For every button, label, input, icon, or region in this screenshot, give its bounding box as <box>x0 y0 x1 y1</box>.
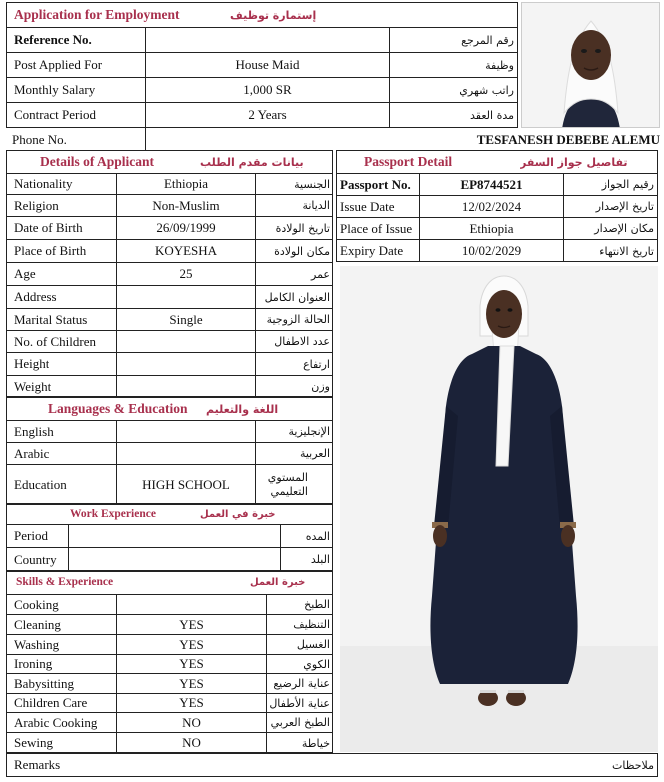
post-label-ar: وظيفة <box>485 58 514 72</box>
children-label: No. of Children <box>14 333 96 349</box>
work-title: Work Experience <box>70 508 156 520</box>
skills-title: Skills & Experience <box>16 576 114 588</box>
skill-arabic-cooking-label: Arabic Cooking <box>14 714 98 730</box>
full-body-photo <box>340 266 658 752</box>
contract-label: Contract Period <box>14 107 96 122</box>
age-value: 25 <box>179 266 193 281</box>
country-value <box>69 548 280 571</box>
post-value: House Maid <box>235 57 300 72</box>
dob-label-ar: تاريخ الولادة <box>275 221 330 235</box>
place-issue-label: Place of Issue <box>340 220 413 236</box>
skill-arabic-cooking-label-ar: الطبخ العربي <box>270 716 330 729</box>
place-issue-label-ar: مكان الإصدار <box>594 222 654 235</box>
contract-label-ar: مدة العقد <box>470 108 514 122</box>
salary-label: Monthly Salary <box>14 82 96 97</box>
marital-label-ar: الحالة الزوجية <box>266 313 330 326</box>
skill-cooking-label-ar: الطبخ <box>304 598 330 611</box>
passport-no-value: EP8744521 <box>460 176 523 192</box>
height-label: Height <box>14 356 50 371</box>
children-value <box>117 331 255 352</box>
skill-ironing-value: YES <box>179 656 204 671</box>
education-label-ar: المستوي التعليمي <box>267 470 308 498</box>
applicant-name: TESFANESH DEBEBE ALEMU <box>476 132 660 147</box>
passport-no-label: Passport No. <box>340 176 411 192</box>
religion-label-ar: الديانة <box>302 199 330 212</box>
skill-ironing-label-ar: الكوي <box>303 657 330 671</box>
passport-no-label-ar: رقيم الجواز <box>601 178 654 191</box>
religion-label: Religion <box>14 197 59 213</box>
period-label: Period <box>14 528 48 543</box>
dob-value: 26/09/1999 <box>156 220 216 235</box>
age-label-ar: عمر <box>311 267 330 281</box>
skill-washing-label: Washing <box>14 636 60 652</box>
details-title: Details of Applicant <box>40 154 155 169</box>
age-label: Age <box>14 266 36 281</box>
salary-label-ar: راتب شهري <box>459 83 514 97</box>
english-label-ar: الإنجليزية <box>288 425 330 438</box>
period-label-ar: المده <box>305 529 330 543</box>
marital-value: Single <box>169 311 203 327</box>
marital-label: Marital Status <box>14 311 88 327</box>
pob-label-ar: مكان الولادة <box>274 244 330 258</box>
expiry-value: 10/02/2029 <box>461 243 522 258</box>
skill-babysitting-value: YES <box>179 675 204 691</box>
skill-cooking-label: Cooking <box>14 596 59 612</box>
country-label-ar: البلد <box>310 553 330 566</box>
english-value <box>117 421 255 442</box>
languages-title-ar: اللغة والتعليم <box>206 402 279 416</box>
phone-label: Phone No. <box>12 132 67 147</box>
portrait-photo <box>521 2 660 128</box>
expiry-label: Expiry Date <box>340 243 404 258</box>
education-value: HIGH SCHOOL <box>142 476 230 492</box>
remarks-label: Remarks <box>14 757 61 772</box>
salary-value: 1,000 SR <box>243 82 292 97</box>
passport-title-ar: تفاصيل جواز السفر <box>520 155 628 169</box>
country-label: Country <box>14 551 57 567</box>
skills-title-ar: خبرة العمل <box>250 576 306 588</box>
nationality-value: Ethiopia <box>163 176 209 191</box>
height-label-ar: ارتفاع <box>303 357 330 371</box>
skill-childcare-value: YES <box>179 695 204 710</box>
skill-cooking-value <box>117 595 266 614</box>
education-label: Education <box>14 476 67 492</box>
skill-cleaning-label: Cleaning <box>14 616 61 632</box>
skill-sewing-value: NO <box>182 735 201 750</box>
contract-value: 2 Years <box>248 107 287 122</box>
expiry-label-ar: تاريخ الانتهاء <box>599 244 654 258</box>
nationality-label-ar: الجنسية <box>294 177 330 191</box>
skill-washing-label-ar: الغسيل <box>296 638 330 651</box>
work-title-ar: خبرة في العمل <box>200 508 276 520</box>
issue-date-value: 12/02/2024 <box>461 198 522 214</box>
skill-babysitting-label: Babysitting <box>14 675 74 691</box>
arabic-value <box>117 443 255 464</box>
skill-cleaning-value: YES <box>179 616 204 632</box>
skill-cleaning-label-ar: التنظيف <box>293 618 330 631</box>
height-value <box>117 353 255 375</box>
reference-value <box>146 28 389 52</box>
skill-babysitting-label-ar: عناية الرضيع <box>273 677 330 690</box>
languages-title: Languages & Education <box>48 401 188 416</box>
passport-title: Passport Detail <box>364 154 453 169</box>
weight-value <box>117 376 255 397</box>
skill-ironing-label: Ironing <box>14 656 53 671</box>
skill-washing-value: YES <box>179 636 204 652</box>
post-label: Post Applied For <box>14 57 103 72</box>
pob-label: Place of Birth <box>14 243 87 258</box>
skill-sewing-label: Sewing <box>14 735 53 750</box>
skill-sewing-label-ar: خياطة <box>301 736 330 750</box>
form-title: Application for Employment <box>14 7 180 22</box>
remarks-label-ar: ملاحظات <box>612 758 654 772</box>
reference-label: Reference No. <box>14 32 92 47</box>
pob-value: KOYESHA <box>154 243 218 258</box>
period-value <box>69 525 280 547</box>
form-title-ar: إستمارة توظيف <box>230 8 317 22</box>
children-label-ar: عدد الاطفال <box>274 335 330 348</box>
issue-date-label: Issue Date <box>340 198 395 214</box>
address-value <box>117 286 255 308</box>
nationality-label: Nationality <box>14 176 73 191</box>
reference-label-ar: رقم المرجع <box>461 33 514 47</box>
weight-label: Weight <box>14 378 52 394</box>
english-label: English <box>14 423 54 439</box>
dob-label: Date of Birth <box>14 220 83 235</box>
skill-arabic-cooking-value: NO <box>182 714 201 730</box>
address-label: Address <box>14 289 57 304</box>
address-label-ar: العنوان الكامل <box>264 290 330 304</box>
skill-childcare-label-ar: عناية الأطفال <box>269 696 330 710</box>
arabic-label-ar: العربية <box>299 447 330 460</box>
religion-value: Non-Muslim <box>152 197 220 213</box>
issue-date-label-ar: تاريخ الإصدار <box>595 200 654 213</box>
arabic-label: Arabic <box>14 445 50 461</box>
skill-childcare-label: Children Care <box>14 695 88 710</box>
details-title-ar: بيانات مقدم الطلب <box>200 155 304 169</box>
place-issue-value: Ethiopia <box>469 220 514 236</box>
weight-label-ar: وزن <box>311 380 330 393</box>
